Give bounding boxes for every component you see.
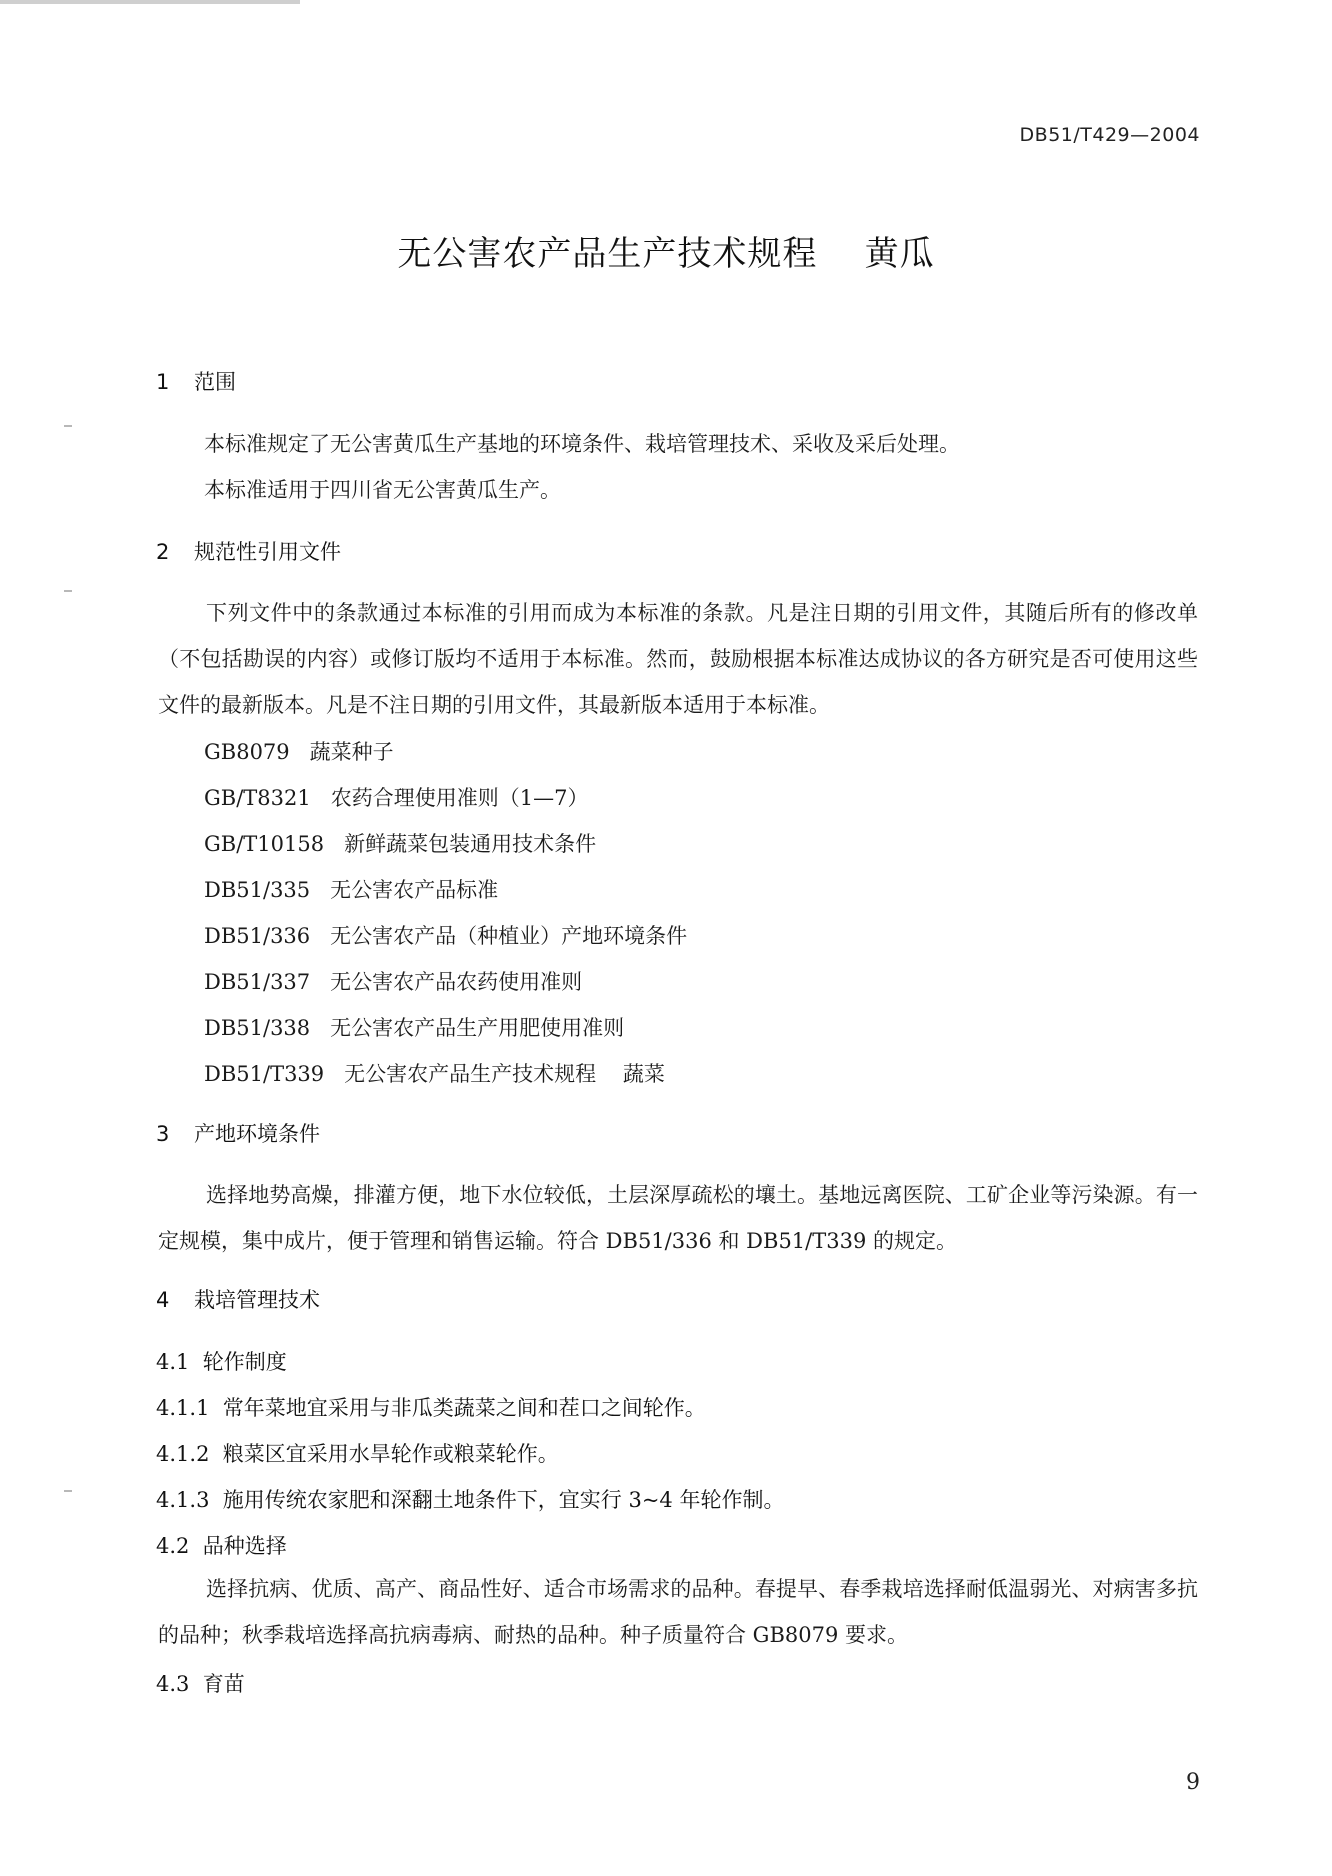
clause-number: 4.1.2 xyxy=(156,1442,210,1466)
reference-name: 无公害农产品生产技术规程 蔬菜 xyxy=(344,1062,665,1086)
reference-code: DB51/T339 xyxy=(204,1062,325,1086)
subsection-number: 4.3 xyxy=(156,1672,190,1696)
margin-mark xyxy=(64,1490,72,1492)
clause-number: 4.1.1 xyxy=(156,1396,210,1420)
reference-item xyxy=(204,828,596,858)
reference-code: GB/T8321 xyxy=(204,786,311,810)
reference-name: 农药合理使用准则（1—7） xyxy=(330,786,589,810)
subsection-number: 4.1 xyxy=(156,1350,190,1374)
reference-item xyxy=(204,1012,624,1042)
document-title: 无公害农产品生产技术规程 黄瓜 xyxy=(397,234,935,274)
reference-item xyxy=(204,736,394,766)
paragraph: 本标准适用于四川省无公害黄瓜生产。 xyxy=(204,478,561,502)
subsection-4-3-heading xyxy=(156,1668,245,1698)
paragraph: 选择地势高燥，排灌方便，地下水位较低，土层深厚疏松的壤土。基地远离医院、工矿企业等污染源。有一定规模，集中成片，便于管理和销售运输。符合 DB51/336 和 DB51/T339 的规定。 xyxy=(158,1183,1198,1253)
reference-code: DB51/337 xyxy=(204,970,311,994)
subsection-title: 轮作制度 xyxy=(202,1350,287,1374)
section-title: 范围 xyxy=(194,370,236,394)
section-title: 产地环境条件 xyxy=(194,1122,320,1146)
reference-name: 蔬菜种子 xyxy=(309,740,394,764)
clause-4-1-3 xyxy=(156,1484,784,1514)
reference-code: DB51/336 xyxy=(204,924,311,948)
section-2-heading xyxy=(156,536,341,566)
subsection-title: 品种选择 xyxy=(202,1534,287,1558)
subsection-4-2-heading xyxy=(156,1530,287,1560)
paragraph: 下列文件中的条款通过本标准的引用而成为本标准的条款。凡是注日期的引用文件，其随后所有的修改单（不包括勘误的内容）或修订版均不适用于本标准。然而，鼓励根据本标准达成协议的各方研究是否可使用这些文件的最新版本。凡是不注日期的引用文件，其最新版本适用于本标准。 xyxy=(158,601,1198,717)
reference-item xyxy=(204,874,498,904)
reference-name: 无公害农产品农药使用准则 xyxy=(330,970,583,994)
reference-name: 新鲜蔬菜包装通用技术条件 xyxy=(344,832,597,856)
section-number: 3 xyxy=(156,1122,170,1146)
paragraph: 选择抗病、优质、高产、商品性好、适合市场需求的品种。春提早、春季栽培选择耐低温弱光、对病害多抗的品种；秋季栽培选择高抗病毒病、耐热的品种。种子质量符合 GB8079 要求。 xyxy=(158,1577,1198,1647)
page-number: 9 xyxy=(1186,1770,1200,1795)
clause-text: 施用传统农家肥和深翻土地条件下，宜实行 3~4 年轮作制。 xyxy=(222,1488,785,1512)
paragraph: 本标准规定了无公害黄瓜生产基地的环境条件、栽培管理技术、采收及采后处理。 xyxy=(204,432,960,456)
subsection-number: 4.2 xyxy=(156,1534,190,1558)
reference-name: 无公害农产品（种植业）产地环境条件 xyxy=(330,924,688,948)
reference-code: GB/T10158 xyxy=(204,832,325,856)
section-title: 规范性引用文件 xyxy=(194,540,341,564)
reference-name: 无公害农产品生产用肥使用准则 xyxy=(330,1016,625,1040)
section-number: 4 xyxy=(156,1288,170,1312)
section-1-heading xyxy=(156,366,236,396)
clause-text: 粮菜区宜采用水旱轮作或粮菜轮作。 xyxy=(222,1442,559,1466)
clause-text: 常年菜地宜采用与非瓜类蔬菜之间和茬口之间轮作。 xyxy=(222,1396,706,1420)
reference-name: 无公害农产品标准 xyxy=(330,878,499,902)
reference-code: DB51/338 xyxy=(204,1016,311,1040)
section-number: 2 xyxy=(156,540,170,564)
clause-4-1-2 xyxy=(156,1438,559,1468)
margin-mark xyxy=(64,590,72,592)
reference-item xyxy=(204,920,687,950)
standard-code: DB51/T429—2004 xyxy=(1019,124,1200,146)
section-number: 1 xyxy=(156,370,170,394)
reference-item xyxy=(204,782,588,812)
scan-artifact-line xyxy=(0,0,300,4)
clause-number: 4.1.3 xyxy=(156,1488,210,1512)
clause-4-1-1 xyxy=(156,1392,706,1422)
reference-item xyxy=(204,966,582,996)
reference-code: GB8079 xyxy=(204,740,290,764)
section-3-heading xyxy=(156,1118,320,1148)
subsection-4-1-heading xyxy=(156,1346,287,1376)
section-4-heading xyxy=(156,1284,320,1314)
reference-item xyxy=(204,1058,665,1088)
reference-code: DB51/335 xyxy=(204,878,311,902)
margin-mark xyxy=(64,425,72,427)
subsection-title: 育苗 xyxy=(202,1672,245,1696)
section-title: 栽培管理技术 xyxy=(194,1288,320,1312)
